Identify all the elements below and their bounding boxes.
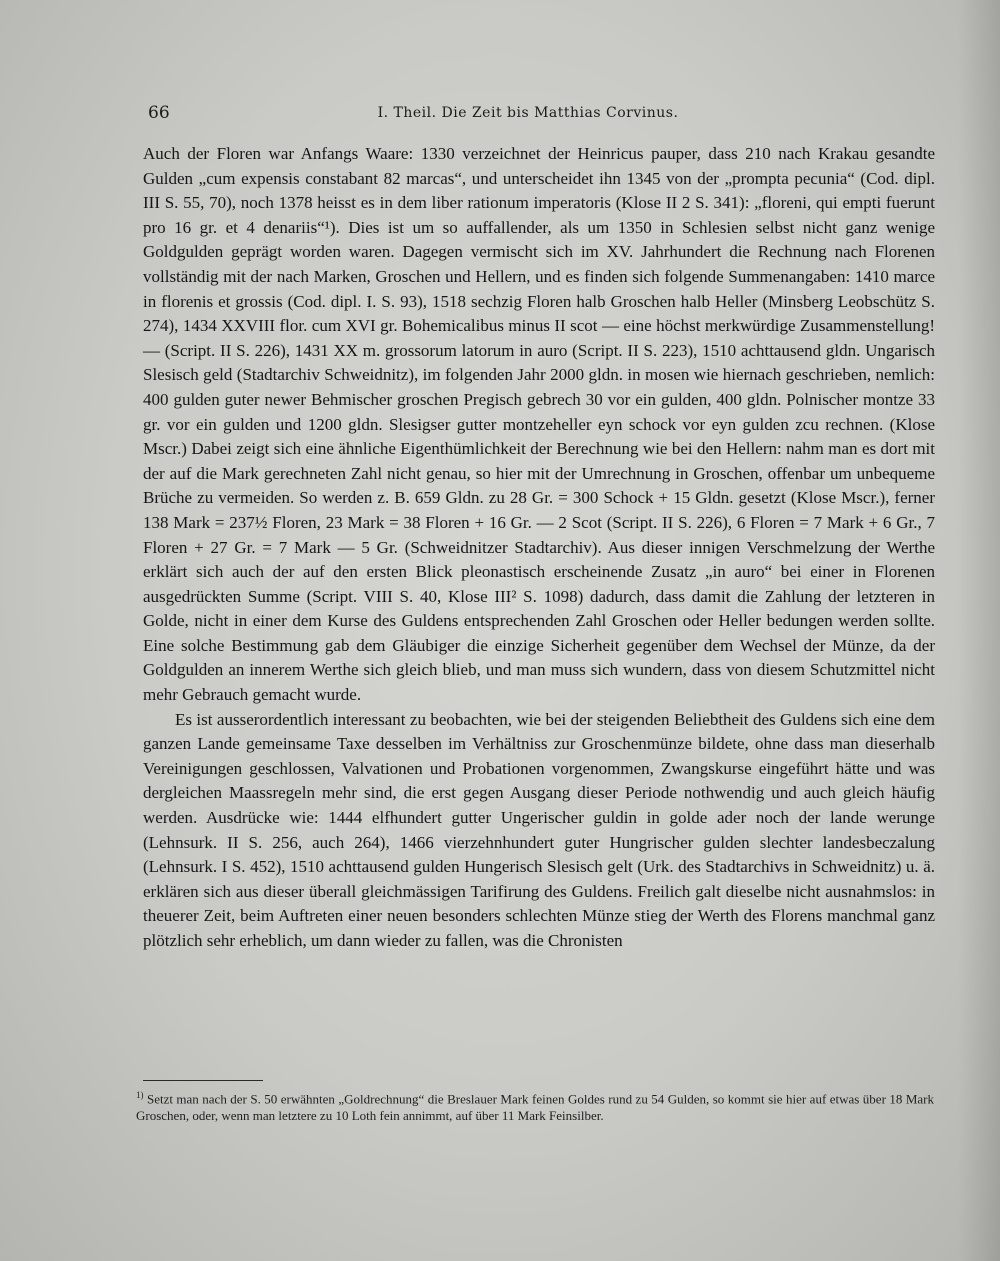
- page-header: [148, 103, 908, 125]
- paragraph-1: Auch der Floren war Anfangs Waare: 1330 verzeichnet der Heinricus pauper, dass 210 nach Krakau gesandte Gulden „cum expensis constabant 82 marcas“, und unterscheidet ihn 1345 von der „prompta pecunia“ (Cod. dipl. III S. 55, 70), noch 1378 heisst es in dem liber rationum imperatoris (Klose II 2 S. 341): „floreni, qui empti fuerunt pro 16 gr. et 4 denariis“¹). Dies ist um so auffallender, als um 1350 in Schlesien selbst nicht ganz wenige Goldgulden geprägt worden waren. Dagegen vermischt sich im XV. Jahrhundert die Rechnung nach Florenen vollständig mit der nach Marken, Groschen und Hellern, und es finden sich folgende Summenangaben: 1410 marce in florenis et grossis (Cod. dipl. I. S. 93), 1518 sechzig Floren halb Groschen halb Heller (Minsberg Leobschütz S. 274), 1434 XXVIII flor. cum XVI gr. Bohemicalibus minus II scot — eine höchst merkwürdige Zusammenstellung! — (Script. II S. 226), 1431 XX m. grossorum latorum in auro (Script. II S. 223), 1510 achttausend gldn. Ungarisch Slesisch geld (Stadtarchiv Schweidnitz), im folgenden Jahr 2000 gldn. in mosen wie hiernach geschrieben, nemlich: 400 gulden guter newer Behmischer groschen Pregisch gebrech 30 vor ein gulden, 400 gldn. Polnischer montze 33 gr. vor ein gulden und 1200 gldn. Slesigser gutter montzeheller eyn schock vor eyn gulden zcu rechnen. (Klose Mscr.) Dabei zeigt sich eine ähnliche Eigenthümlichkeit der Berechnung wie bei den Hellern: nahm man es dort mit der auf die Mark gerechneten Zahl nicht genau, so hier mit der Umrechnung in Groschen, offenbar um unbequeme Brüche zu vermeiden. So werden z. B. 659 Gldn. zu 28 Gr. = 300 Schock + 15 Gldn. gesetzt (Klose Mscr.), ferner 138 Mark = 237½ Floren, 23 Mark = 38 Floren + 16 Gr. — 2 Scot (Script. II S. 226), 6 Floren = 7 Mark + 6 Gr., 7 Floren + 27 Gr. = 7 Mark — 5 Gr. (Schweidnitzer Stadtarchiv). Aus dieser innigen Verschmelzung der Werthe erklärt sich auch der auf den ersten Blick pleonastisch erscheinende Zusatz „in auro“ bei einer in Florenen ausgedrückten Summe (Script. VIII S. 40, Klose III² S. 1098) dadurch, dass damit die Zahlung der letzteren in Golde, nicht in einer dem Kurse des Guldens entsprechenden Zahl Groschen oder Heller bedungen werden sollte. Eine solche Bestimmung gab dem Gläubiger die einzige Sicherheit gegenüber dem Wechsel der Münze, da der Goldgulden an innerem Werthe sich gleich blieb, und man muss sich wundern, dass von diesem Schutzmittel nicht mehr Gebrauch gemacht wurde.: [143, 144, 935, 705]
- body-text: [143, 142, 935, 954]
- page-number: 66: [148, 103, 170, 123]
- paragraph-2: Es ist ausserordentlich interessant zu beobachten, wie bei der steigenden Beliebtheit des Guldens sich eine dem ganzen Lande gemeinsame Taxe desselben im Verhältniss zur Groschenmünze bildete, ohne dass man dieserhalb Vereinigungen geschlossen, Valvationen und Probationen vorgenommen, Zwangskurse eingeführt hätte und was dergleichen Maassregeln mehr sind, die erst gegen Ausgang dieser Periode nothwendig und auch gleich häufig werden. Ausdrücke wie: 1444 elfhundert gutter Ungerischer guldin in golde ader noch der lande werunge (Lehnsurk. II S. 256, auch 264), 1466 vierzehnhundert guter Hungrischer gulden slechter landesbeczalung (Lehnsurk. I S. 452), 1510 achttausend gulden Hungerisch Slesisch gelt (Urk. des Stadtarchivs in Schweidnitz) u. ä. erklären sich aus dieser überall gleichmässigen Tarifirung des Guldens. Freilich galt dieselbe nicht ausnahmslos: in theuerer Zeit, beim Auftreten einer neuen besonders schlechten Münze stieg der Werth des Florens manchmal ganz plötzlich sehr erheblich, um dann wieder zu fallen, was die Chronisten: [143, 709, 935, 950]
- footnote-text: Setzt man nach der S. 50 erwähnten „Goldrechnung“ die Breslauer Mark feinen Goldes rund zu 54 Gulden, so kommt sie hier auf etwas über 18 Mark Groschen, oder, wenn man letztere zu 10 Loth fein annimmt, auf über 11 Mark Feinsilber.: [136, 1091, 934, 1124]
- running-head: I. Theil. Die Zeit bis Matthias Corvinus.: [377, 105, 679, 121]
- footnote-rule: [143, 1080, 263, 1081]
- footnote-marker: 1): [136, 1090, 144, 1100]
- page-gutter-shadow: [958, 0, 1000, 1261]
- footnote: [136, 1087, 934, 1124]
